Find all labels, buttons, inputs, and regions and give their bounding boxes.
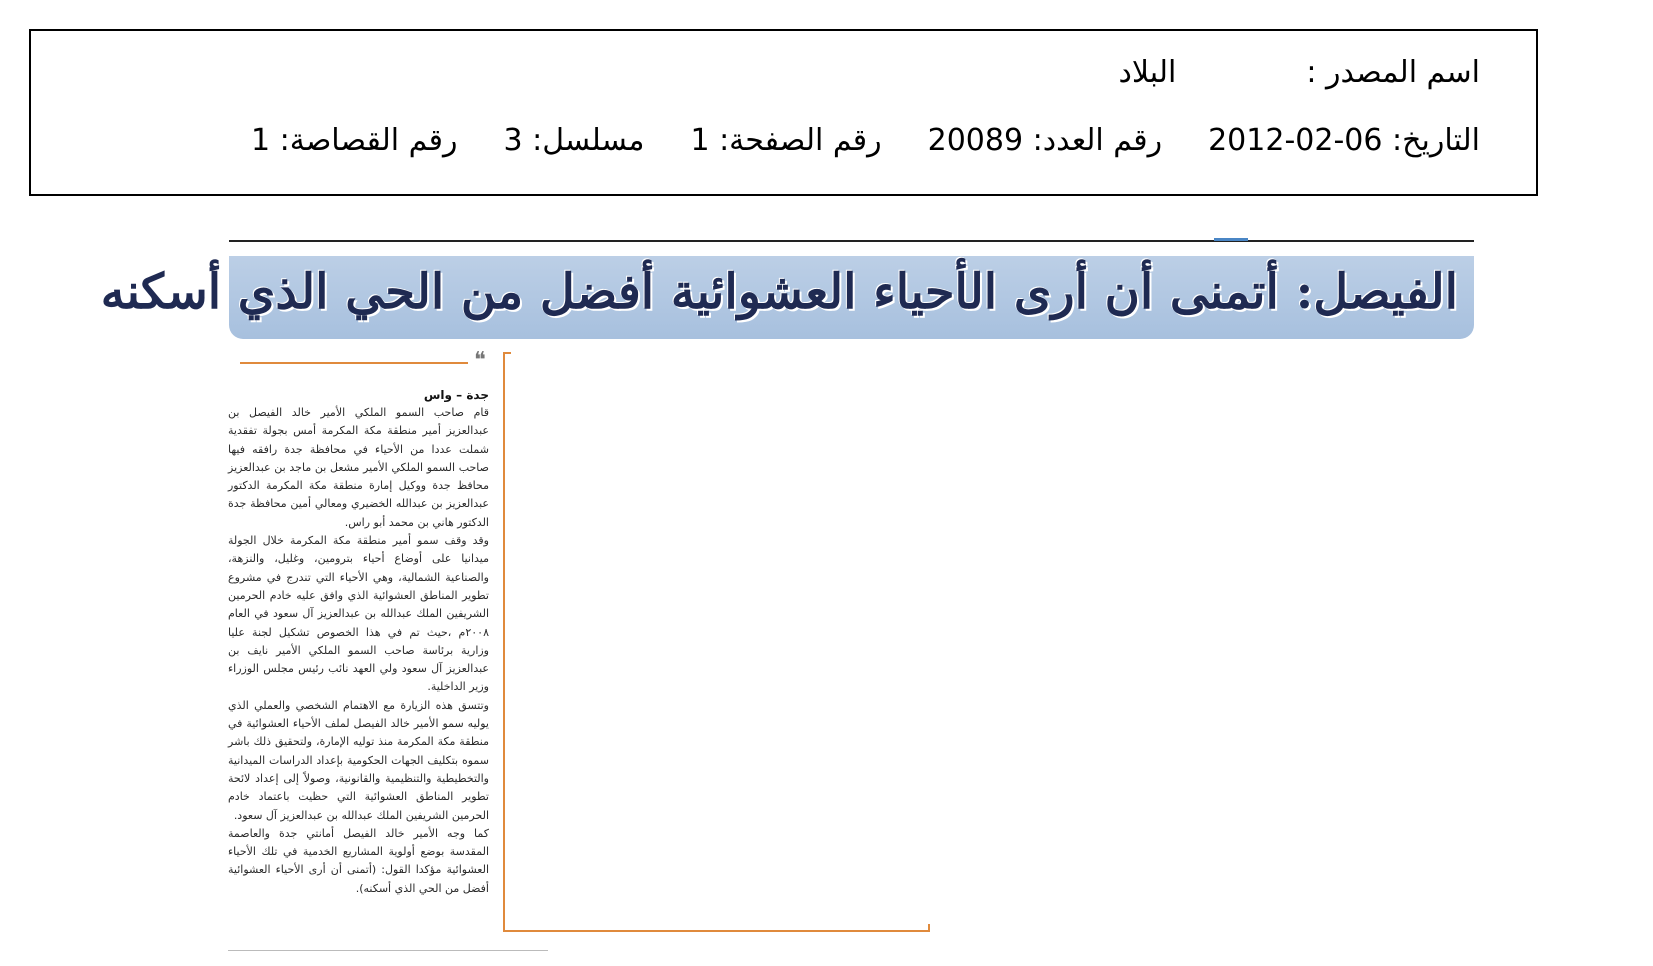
- article-body: [228, 386, 489, 898]
- clipping-metadata-box: [29, 29, 1538, 196]
- article-dateline: جدة – واس: [423, 388, 489, 402]
- headline-band: [100, 256, 1474, 339]
- section-marker: [1214, 238, 1248, 241]
- photo-placeholder: [506, 354, 928, 930]
- source-row: [1119, 55, 1480, 90]
- article-headline: الفيصل: أتمنى أن أرى الأحياء العشوائية أفضل من الحي الذي أسكنه: [100, 264, 1458, 320]
- photo-frame-right: [928, 924, 930, 932]
- article-paragraph: قام صاحب السمو الملكي الأمير خالد الفيصل بن عبدالعزيز أمير منطقة مكة المكرمة أمس بجولة تفقدية شملت عددا من الأحياء في محافظة جدة رافقه فيها صاحب السمو الملكي الأمير مشعل بن ماجد بن عبدالعزيز محافظ جدة ووكيل إمارة منطقة مكة المكرمة الدكتور عبدالعزيز بن عبدالله الخضيري ومعالي أمين محافظة جدة الدكتور هاني بن محمد أبو راس.: [228, 406, 489, 529]
- article-paragraph: وقد وقف سمو أمير منطقة مكة المكرمة خلال الجولة ميدانيا على أوضاع أحياء بترومين، وغليل، والنزهة، والصناعية الشمالية، وهي الأحياء التي تندرج في مشروع تطوير المناطق العشوائية الذي وافق عليه خادم الحرمين الشريفين الملك عبدالله بن عبدالعزيز آل سعود في العام ٢٠٠٨م ،حيث تم في هذا الخصوص تشكيل لجنة عليا وزارية برئاسة صاحب السمو الملكي الأمير نايف بن عبدالعزيز آل سعود ولي العهد نائب رئيس مجلس الوزراء وزير الداخلية.: [228, 534, 489, 694]
- photo-frame-top: [503, 352, 511, 354]
- serial-field: مسلسل: 3: [503, 123, 645, 158]
- page-number-field: رقم الصفحة: 1: [690, 123, 882, 158]
- quote-icon: ❝: [474, 348, 486, 373]
- source-value: البلاد: [1118, 55, 1177, 90]
- bottom-rule: [228, 950, 548, 951]
- clipping-top-rule: [229, 240, 1474, 242]
- issue-number-field: رقم العدد: 20089: [927, 123, 1163, 158]
- date-field: التاريخ: 06-02-2012: [1208, 123, 1480, 158]
- photo-frame-left: [503, 352, 505, 932]
- quote-divider: [240, 362, 468, 364]
- article-paragraph: وتتسق هذه الزيارة مع الاهتمام الشخصي والعملي الذي يوليه سمو الأمير خالد الفيصل لملف الأحياء العشوائية في منطقة مكة المكرمة منذ توليه الإمارة، ولتحقيق ذلك باشر سموه بتكليف الجهات الحكومية بإعداد الدراسات الميدانية والتخطيطية والتنظيمية والقانونية، وصولاً إلى إعداد لائحة تطوير المناطق العشوائية التي حظيت باعتماد خادم الحرمين الشريفين الملك عبدالله بن عبدالعزيز آل سعود.: [228, 698, 489, 822]
- clip-number-field: رقم القصاصة: 1: [251, 123, 458, 158]
- details-row: [251, 123, 1480, 158]
- source-label: اسم المصدر :: [1306, 55, 1480, 90]
- article-paragraph: كما وجه الأمير خالد الفيصل أمانتي جدة والعاصمة المقدسة بوضع أولوية المشاريع الخدمية في تلك الأحياء العشوائية مؤكدا القول: (أتمنى أن أرى الأحياء العشوائية أفضل من الحي الذي أسكنه).: [228, 826, 489, 895]
- photo-frame-bottom: [503, 930, 930, 932]
